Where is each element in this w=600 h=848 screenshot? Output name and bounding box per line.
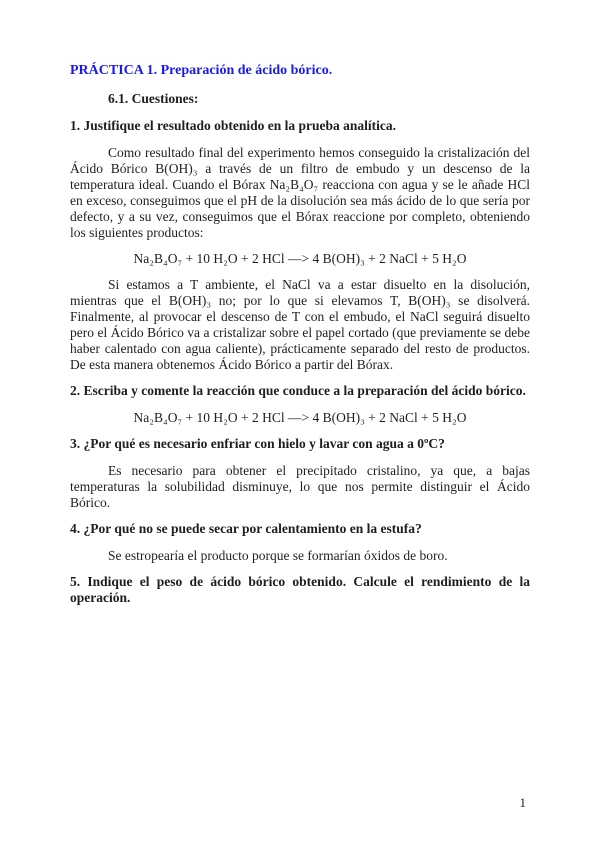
question-1-paragraph-1: Como resultado final del experimento hemos conseguido la cristalización del Ácido Bórico B(OH)₃ a través de un filtro de embudo y un descenso de la temperatura ideal. Cuando el Bórax Na₂B₄O₇ reacciona con agua y se le añade HCl en exceso, conseguimos que el pH de la disolución sea más ácido de lo que sería por defecto, y a su vez, conseguimos que el Bórax reaccione por completo, obteniendo los siguientes productos: — [70, 145, 530, 240]
section-heading: 6.1. Cuestiones: — [108, 91, 199, 106]
page-number: 1 — [519, 795, 526, 810]
question-2-heading: 2. Escriba y comente la reacción que conduce a la preparación del ácido bórico. — [70, 383, 526, 398]
question-1-heading: 1. Justifique el resultado obtenido en la prueba analítica. — [70, 118, 397, 133]
question-5-heading: 5. Indique el peso de ácido bórico obtenido. Calcule el rendimiento de la operación. — [70, 574, 530, 605]
question-2-equation: Na₂B₄O₇ + 10 H₂O + 2 HCl —> 4 B(OH)₃ + 2 NaCl + 5 H₂O — [133, 410, 467, 425]
question-3-answer: Es necesario para obtener el precipitado cristalino, ya que, a bajas temperaturas la solubilidad disminuye, lo que nos permite distinguir el Ácido Bórico. — [70, 463, 530, 510]
question-4-heading: 4. ¿Por qué no se puede secar por calentamiento en la estufa? — [70, 521, 422, 536]
question-1-paragraph-2: Si estamos a T ambiente, el NaCl va a estar disuelto en la disolución, mientras que el B(OH)₃ no; por lo que si elevamos T, B(OH)₃ se disolverá. Finalmente, al provocar el descenso de T con el embudo, el NaCl seguirá disuelto pero el Ácido Bórico va a cristalizar sobre el papel cortado (que previamente se debe haber calentado con agua caliente), prácticamente separado del resto de productos. De esta manera obtenemos Ácido Bórico a partir del Bórax. — [70, 277, 530, 372]
question-3-heading: 3. ¿Por qué es necesario enfriar con hielo y lavar con agua a 0ºC? — [70, 436, 445, 451]
question-1-equation: Na₂B₄O₇ + 10 H₂O + 2 HCl —> 4 B(OH)₃ + 2 NaCl + 5 H₂O — [133, 251, 467, 266]
question-4-answer: Se estropearía el producto porque se formarían óxidos de boro. — [108, 548, 448, 563]
document-title: PRÁCTICA 1. Preparación de ácido bórico. — [70, 63, 333, 78]
